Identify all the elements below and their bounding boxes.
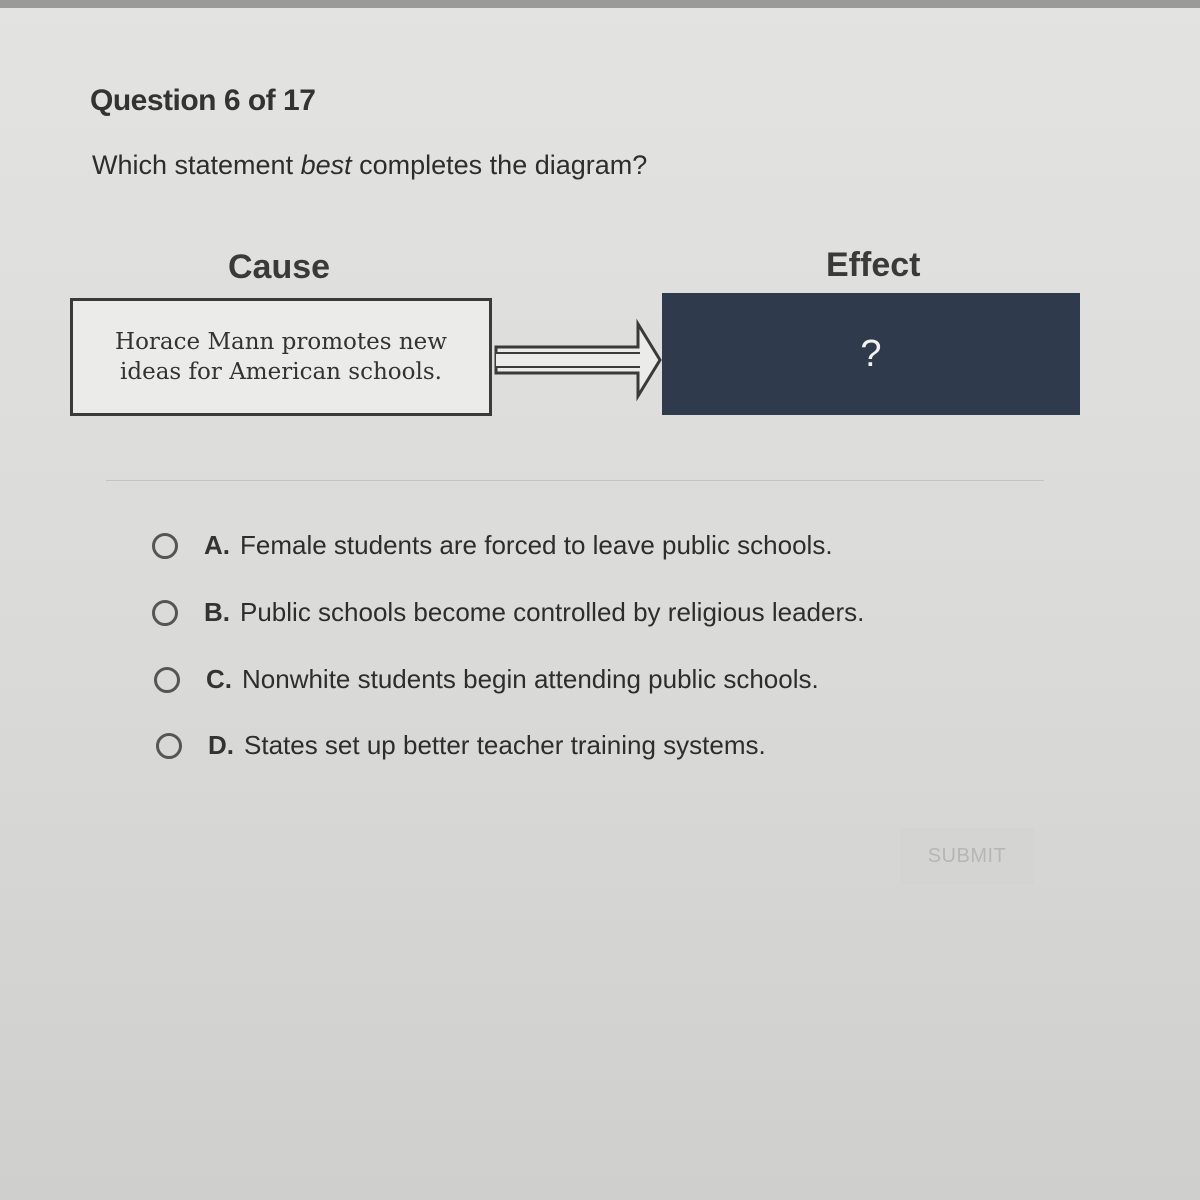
option-a-text: Female students are forced to leave public schools.	[240, 530, 833, 560]
option-d-radio[interactable]	[156, 733, 182, 759]
option-c-text: Nonwhite students begin attending public schools.	[242, 664, 819, 694]
submit-button[interactable]: SUBMIT	[900, 828, 1034, 884]
option-d-text: States set up better teacher training systems.	[244, 730, 766, 760]
option-a[interactable]	[152, 530, 833, 561]
cause-text: Horace Mann promotes new ideas for American schools.	[115, 329, 447, 385]
question-counter: Question 6 of 17	[90, 84, 316, 117]
prompt-emphasis: best	[300, 150, 352, 180]
option-c-letter: C.	[206, 664, 232, 694]
section-divider	[106, 480, 1044, 481]
option-c-radio[interactable]	[154, 667, 180, 693]
cause-box	[70, 298, 492, 416]
cause-label: Cause	[228, 248, 331, 286]
option-b-letter: B.	[204, 597, 230, 627]
effect-placeholder: ?	[860, 332, 882, 375]
prompt-text-end: completes the diagram?	[351, 150, 648, 180]
effect-label: Effect	[826, 246, 921, 284]
right-arrow-icon	[494, 318, 664, 402]
option-b[interactable]	[152, 597, 864, 628]
option-b-radio[interactable]	[152, 600, 178, 626]
option-d-letter: D.	[208, 730, 234, 760]
question-prompt	[92, 150, 647, 181]
option-a-letter: A.	[204, 530, 230, 560]
option-c[interactable]	[154, 664, 819, 695]
option-b-text: Public schools become controlled by religious leaders.	[240, 597, 865, 627]
screen-top-edge	[0, 0, 1200, 8]
option-a-radio[interactable]	[152, 533, 178, 559]
effect-box	[662, 293, 1080, 415]
prompt-text-start: Which statement	[92, 150, 301, 180]
option-d[interactable]	[156, 730, 766, 761]
